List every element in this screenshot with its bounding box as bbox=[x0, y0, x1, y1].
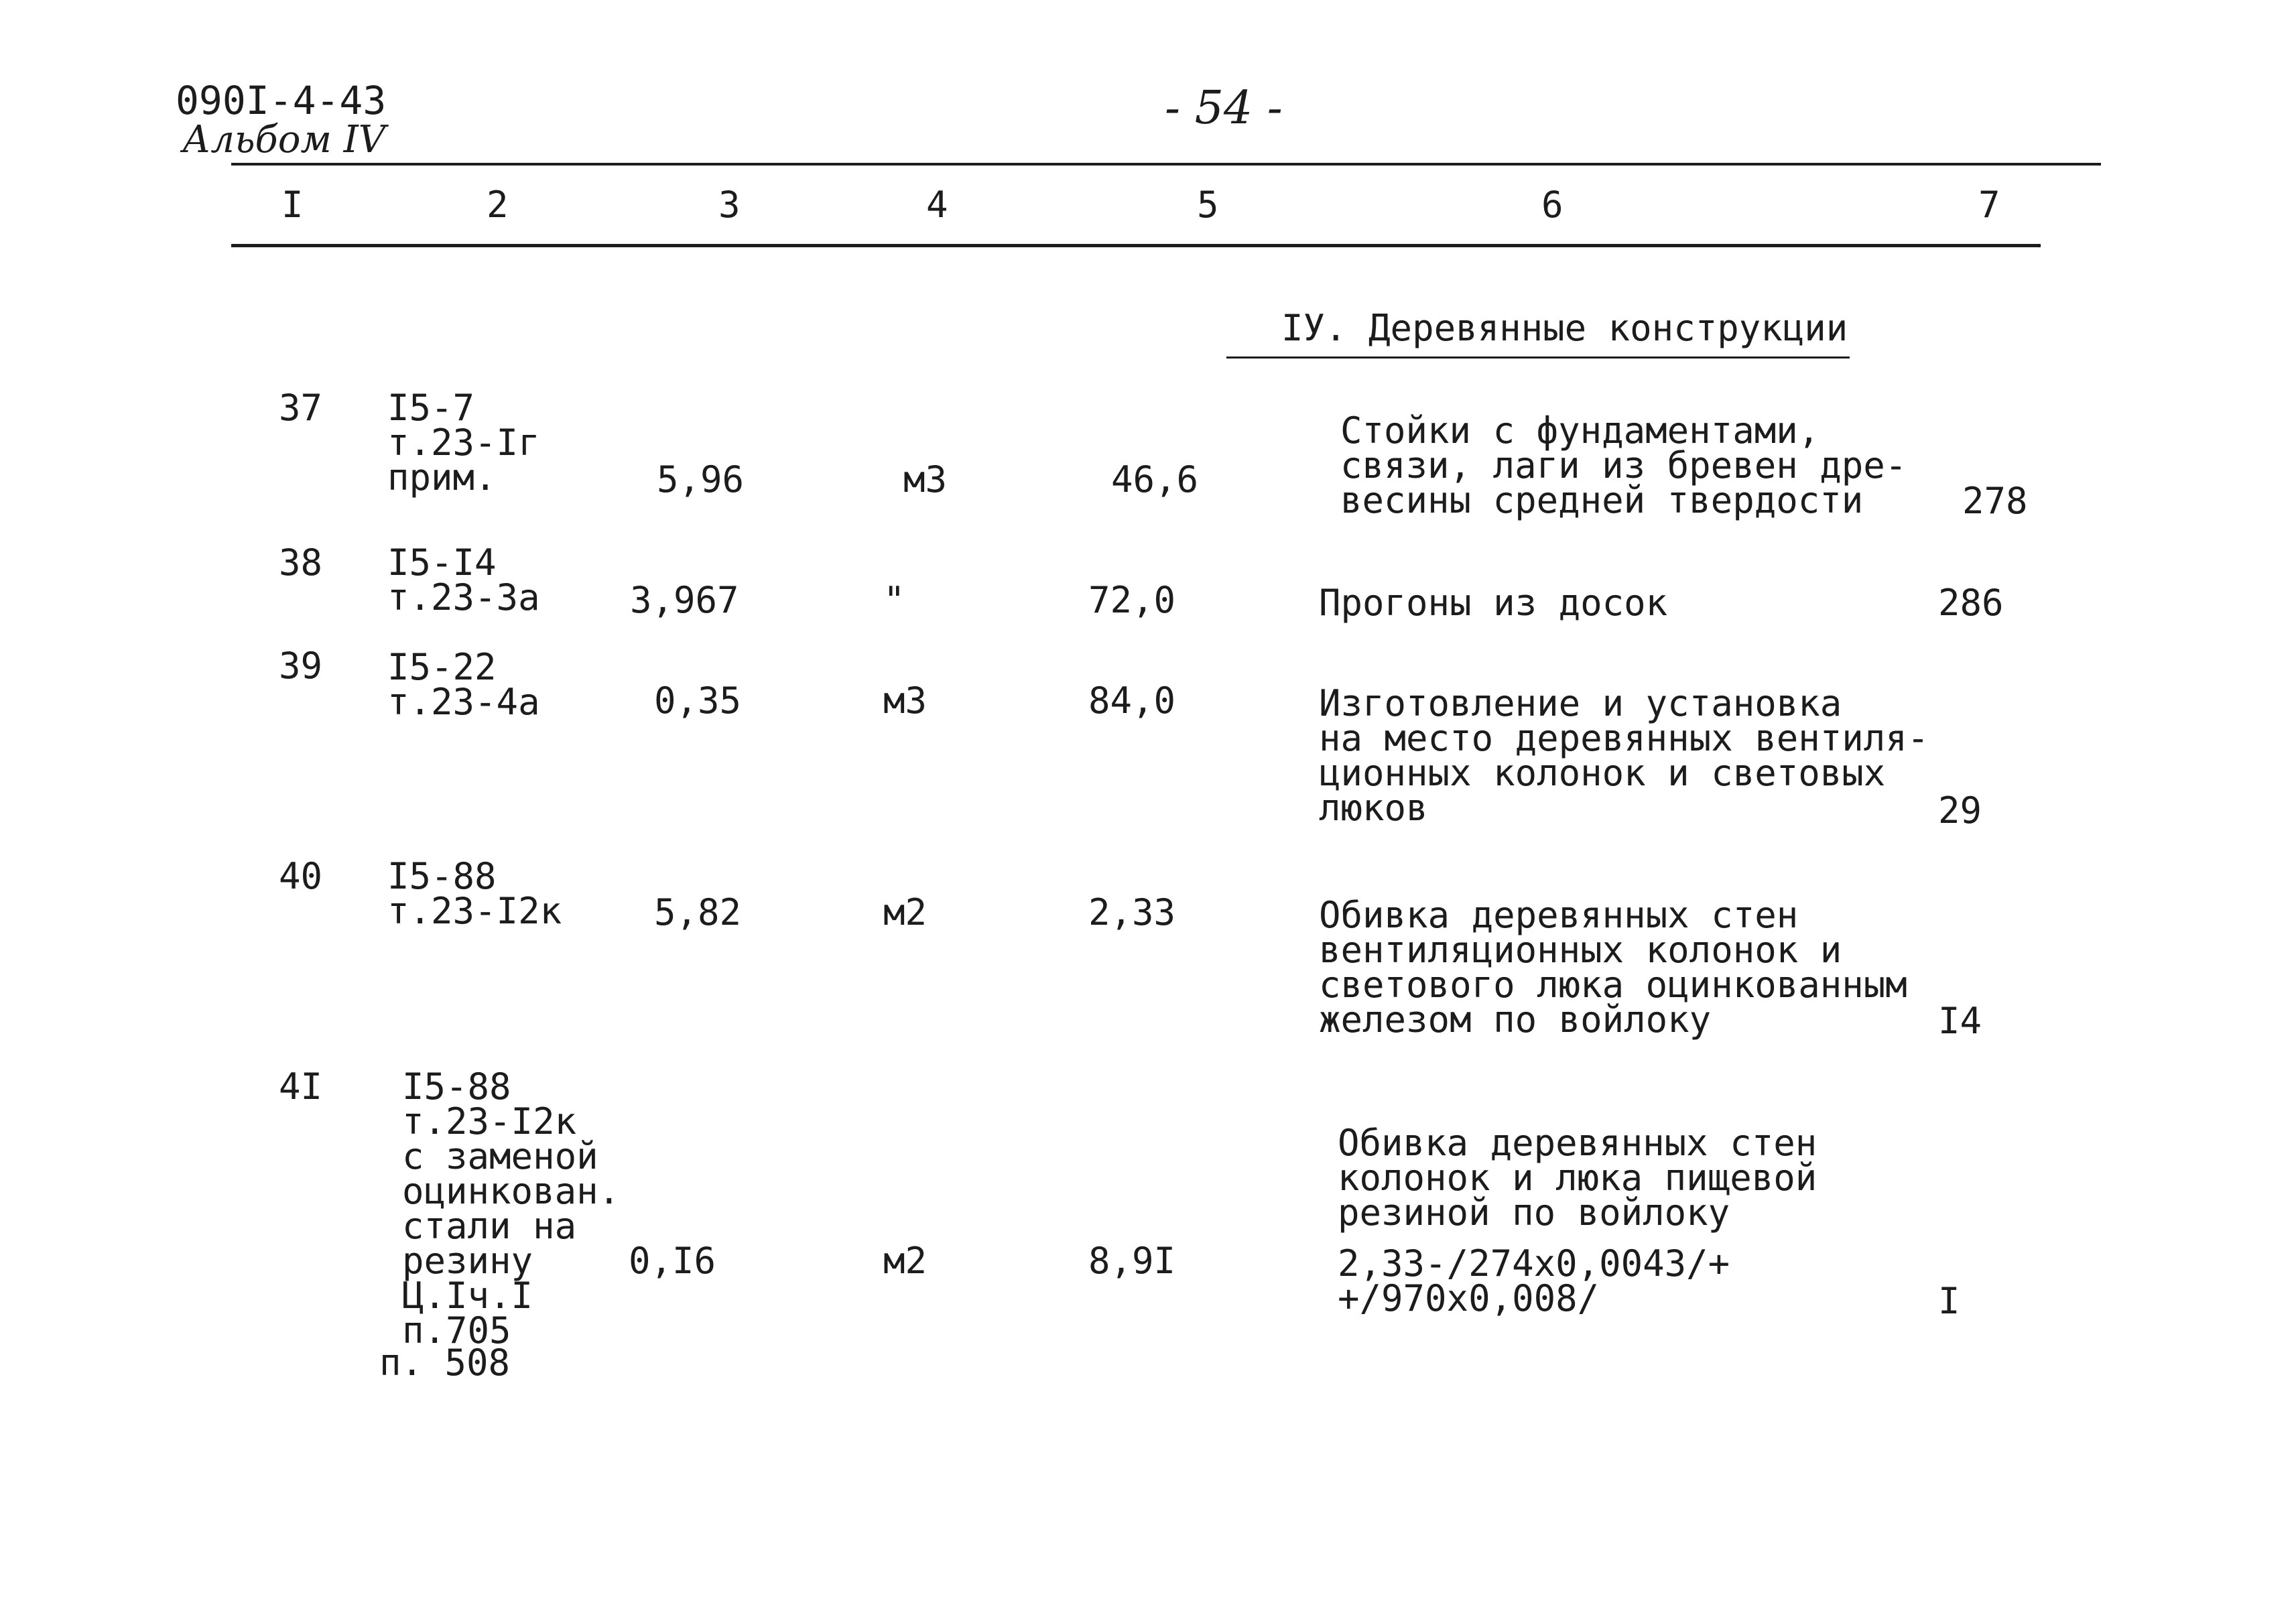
row-number: 39 bbox=[279, 645, 323, 687]
row-code-extra: п. 508 bbox=[379, 1342, 511, 1384]
row-total: 29 bbox=[1938, 789, 1982, 832]
row-total: 278 bbox=[1962, 480, 2028, 522]
section-title-underline bbox=[1226, 356, 1850, 359]
column-header-6: 6 bbox=[1541, 184, 1564, 226]
row-description: Обивка деревянных стен колонок и люка пищевой резиной по войлоку bbox=[1338, 1122, 1817, 1234]
row-description: Прогоны из досок bbox=[1319, 582, 1668, 624]
row-number: 4I bbox=[279, 1065, 323, 1108]
column-header-4: 4 bbox=[926, 184, 948, 226]
column-header-3: 3 bbox=[718, 184, 741, 226]
section-title: IУ. Деревянные конструкции bbox=[1281, 307, 1848, 349]
row-price: 8,9I bbox=[1088, 1240, 1176, 1282]
row-code: I5-7 т.23-Iг прим. bbox=[387, 387, 540, 499]
row-quantity: 0,35 bbox=[654, 679, 742, 722]
row-code: I5-I4 т.23-3а bbox=[387, 541, 540, 619]
row-total: I bbox=[1938, 1280, 1960, 1322]
row-number: 37 bbox=[279, 387, 323, 429]
page-number: - 54 - bbox=[1165, 82, 1283, 135]
row-total: I4 bbox=[1938, 1000, 1982, 1042]
row-quantity: 5,96 bbox=[657, 458, 745, 501]
row-code: I5-88 т.23-I2к bbox=[387, 855, 562, 932]
row-unit: м2 bbox=[883, 1240, 928, 1282]
row-unit: " bbox=[883, 579, 905, 621]
row-code: I5-22 т.23-4а bbox=[387, 646, 540, 723]
album-label: Альбом IV bbox=[182, 118, 386, 161]
header-top-rule bbox=[231, 163, 2101, 166]
column-header-2: 2 bbox=[487, 184, 509, 226]
row-unit: м3 bbox=[903, 458, 948, 501]
column-header-1: I bbox=[281, 184, 304, 226]
row-price: 2,33 bbox=[1088, 891, 1176, 933]
row-unit: м3 bbox=[883, 679, 928, 722]
row-price: 72,0 bbox=[1088, 579, 1176, 621]
row-number: 40 bbox=[279, 855, 323, 897]
row-quantity: 3,967 bbox=[630, 579, 739, 621]
column-header-7: 7 bbox=[1978, 184, 2000, 226]
row-description: Стойки с фундаментами, связи, лаги из бревен дре- весины средней твердости bbox=[1340, 409, 1907, 521]
row-price: 84,0 bbox=[1088, 679, 1176, 722]
header-bottom-rule bbox=[231, 244, 2041, 247]
row-unit: м2 bbox=[883, 891, 928, 933]
row-quantity: 0,I6 bbox=[629, 1240, 716, 1282]
row-total: 286 bbox=[1938, 582, 2004, 624]
column-header-5: 5 bbox=[1197, 184, 1219, 226]
row-quantity: 5,82 bbox=[654, 891, 742, 933]
document-code: 090I-4-43 bbox=[176, 78, 387, 123]
row-price: 46,6 bbox=[1111, 458, 1199, 501]
row-description: Обивка деревянных стен вентиляционных колонок и светового люка оцинкованным железом по войлоку bbox=[1319, 894, 1907, 1041]
row-number: 38 bbox=[279, 541, 323, 584]
row-description: Изготовление и установка на место деревянных вентиля- ционных колонок и световых люков bbox=[1319, 682, 1929, 829]
row-code: I5-88 т.23-I2к с заменой оцинкован. стали на резину Ц.Iч.I п.705 bbox=[402, 1065, 621, 1352]
row-formula: 2,33-/274х0,0043/+ +/970х0,008/ bbox=[1338, 1242, 1730, 1319]
